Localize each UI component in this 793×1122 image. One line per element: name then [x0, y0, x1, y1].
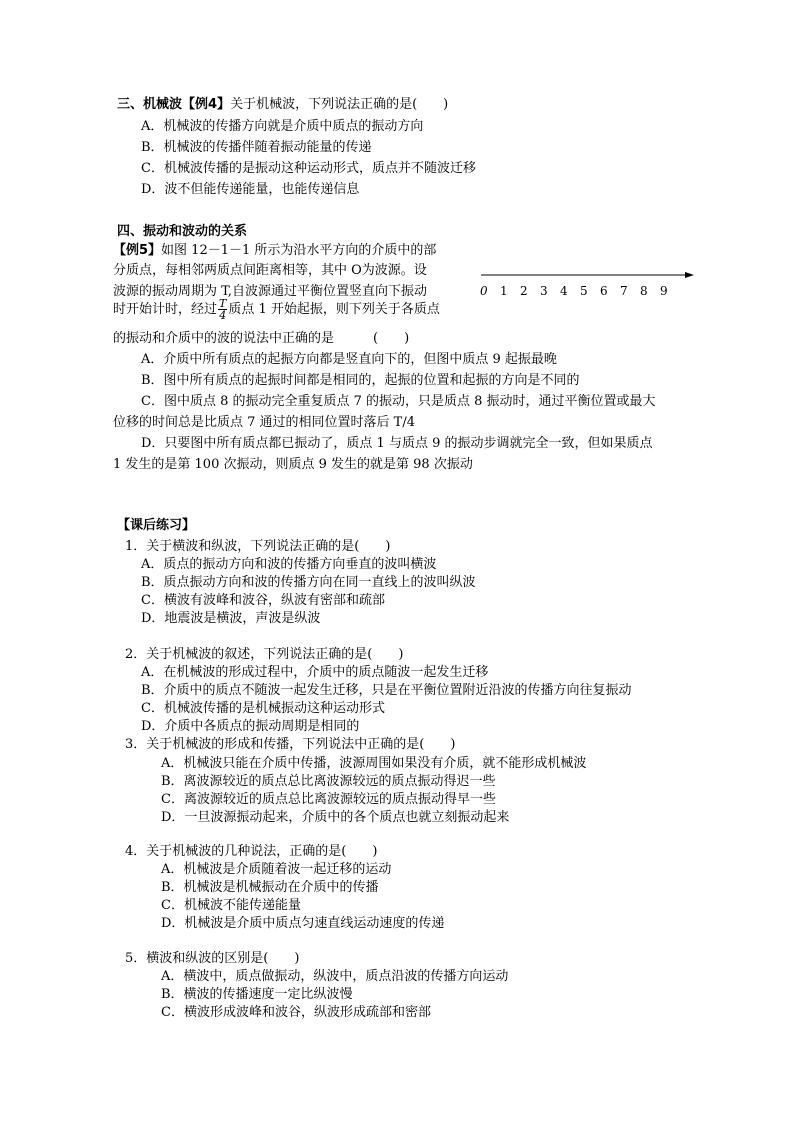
- axis-arrowhead: [685, 272, 694, 278]
- q4-option-a: A．机械波是介质随着波一起迁移的运动: [161, 862, 392, 877]
- example-4-option-a: A．机械波的传播方向就是介质中质点的振动方向: [141, 119, 424, 134]
- q1-option-a: A．质点的振动方向和波的传播方向垂直的波叫横波: [141, 557, 437, 572]
- q3-option-c: C．离波源较近的质点总比离波源较远的质点振动得早一些: [161, 792, 496, 807]
- q2-option-a: A．在机械波的形成过程中，介质中的质点随波一起发生迁移: [141, 665, 489, 680]
- practice-heading: 【课后练习】: [117, 518, 196, 533]
- q2-option-b: B．介质中的质点不随波一起发生迁移，只是在平衡位置附近沿波的传播方向往复振动: [141, 683, 632, 698]
- section-3-heading: 三、机械波: [117, 97, 183, 112]
- q2-option-c: C．机械波传播的是机械振动这种运动形式: [141, 701, 385, 716]
- q2-option-d: D．介质中各质点的振动周期是相同的: [141, 719, 360, 734]
- axis-label-9: 9: [660, 284, 668, 298]
- q5-stem: 5．横波和纵波的区别是( ): [125, 951, 300, 966]
- example-5-label: 【例5】: [113, 243, 162, 258]
- example-4-option-c: C．机械波传播的是振动这种运动形式，质点并不随波迁移: [141, 161, 476, 176]
- axis-label-0: 0: [480, 284, 488, 298]
- example-5-line-4: 时开始计时，经过 $\frac{T}{4}$ 质点 1 开始起振，则下列关于各质点: [113, 297, 440, 322]
- axis-labels: [480, 284, 668, 298]
- example-4-option-d: D．波不但能传递能量，也能传递信息: [141, 182, 360, 197]
- q5-option-a: A．横波中，质点做振动，纵波中，质点沿波的传播方向运动: [161, 969, 509, 984]
- section-4-heading: 四、振动和波动的关系: [117, 224, 248, 239]
- q4-option-b: B．机械波是机械振动在介质中的传播: [161, 880, 379, 895]
- q1-stem: 1．关于横波和纵波，下列说法正确的是( ): [125, 539, 391, 554]
- example-5-option-d-line-2: 1 发生的是第 100 次振动，则质点 9 发生的就是第 98 次振动: [113, 457, 473, 472]
- q1-option-c: C．横波有波峰和波谷，纵波有密部和疏部: [141, 593, 385, 608]
- fraction-t-over-4: $\frac{T}{4}$: [219, 297, 227, 322]
- example-5-option-c-line-2: 位移的时间总是比质点 7 通过的相同位置时落后 T/4: [113, 415, 415, 430]
- axis-label-7: 7: [620, 284, 628, 298]
- example-5-line-5: 的振动和介质中的波的说法中正确的是 ( ): [113, 331, 410, 346]
- axis-label-6: 6: [600, 284, 608, 298]
- axis-label-3: 3: [540, 284, 548, 298]
- example-5-line-3: 波源的振动周期为 T,自波源通过平衡位置竖直向下振动: [113, 284, 428, 299]
- axis-label-2: 2: [520, 284, 528, 298]
- axis-label-8: 8: [640, 284, 648, 298]
- axis-label-1: 1: [500, 284, 508, 298]
- q3-option-b: B．离波源较近的质点总比离波源较远的质点振动得迟一些: [161, 774, 496, 789]
- example-5-option-c-line-1: C．图中质点 8 的振动完全重复质点 7 的振动，只是质点 8 振动时，通过平衡位置或最大: [141, 394, 656, 409]
- axis-label-5: 5: [580, 284, 588, 298]
- q3-option-d: D．一旦波源振动起来，介质中的各个质点也就立刻振动起来: [161, 810, 510, 825]
- example-5-option-b: B．图中所有质点的起振时间都是相同的，起振的位置和起振的方向是不同的: [141, 373, 580, 388]
- particle-axis-figure: [476, 262, 701, 302]
- q3-stem: 3．关于机械波的形成和传播，下列说法中正确的是( ): [125, 737, 456, 752]
- q4-option-c: C．机械波不能传递能量: [161, 898, 301, 913]
- example-4-stem: [117, 96, 448, 114]
- example-5-option-a: A．介质中所有质点的起振方向都是竖直向下的，但图中质点 9 起振最晚: [141, 352, 557, 367]
- q4-stem: 4．关于机械波的几种说法，正确的是( ): [125, 844, 378, 859]
- example-5-line-2: 分质点，每相邻两质点间距离相等，其中 O为波源。设: [113, 263, 427, 278]
- example-4-question: 关于机械波，下列说法正确的是( ): [230, 97, 449, 112]
- axis-label-4: 4: [560, 284, 568, 298]
- q5-option-b: B．横波的传播速度一定比纵波慢: [161, 987, 353, 1002]
- q1-option-b: B．质点振动方向和波的传播方向在同一直线上的波叫纵波: [141, 575, 476, 590]
- example-4-label: 【例4】: [182, 97, 231, 112]
- example-5-line-1: 【例5】如图 12－1－1 所示为沿水平方向的介质中的部: [113, 243, 437, 258]
- example-5-option-d-line-1: D．只要图中所有质点都已振动了，质点 1 与质点 9 的振动步调就完全一致，但如果质点: [141, 436, 653, 451]
- q5-option-c: C．横波形成波峰和波谷，纵波形成疏部和密部: [161, 1005, 431, 1020]
- q1-option-d: D．地震波是横波，声波是纵波: [141, 611, 321, 626]
- q3-option-a: A．机械波只能在介质中传播，波源周围如果没有介质，就不能形成机械波: [161, 756, 587, 771]
- example-4-option-b: B．机械波的传播伴随着振动能量的传递: [141, 140, 372, 155]
- q4-option-d: D．机械波是介质中质点匀速直线运动速度的传递: [161, 916, 445, 931]
- q2-stem: 2．关于机械波的叙述，下列说法正确的是( ): [125, 647, 404, 662]
